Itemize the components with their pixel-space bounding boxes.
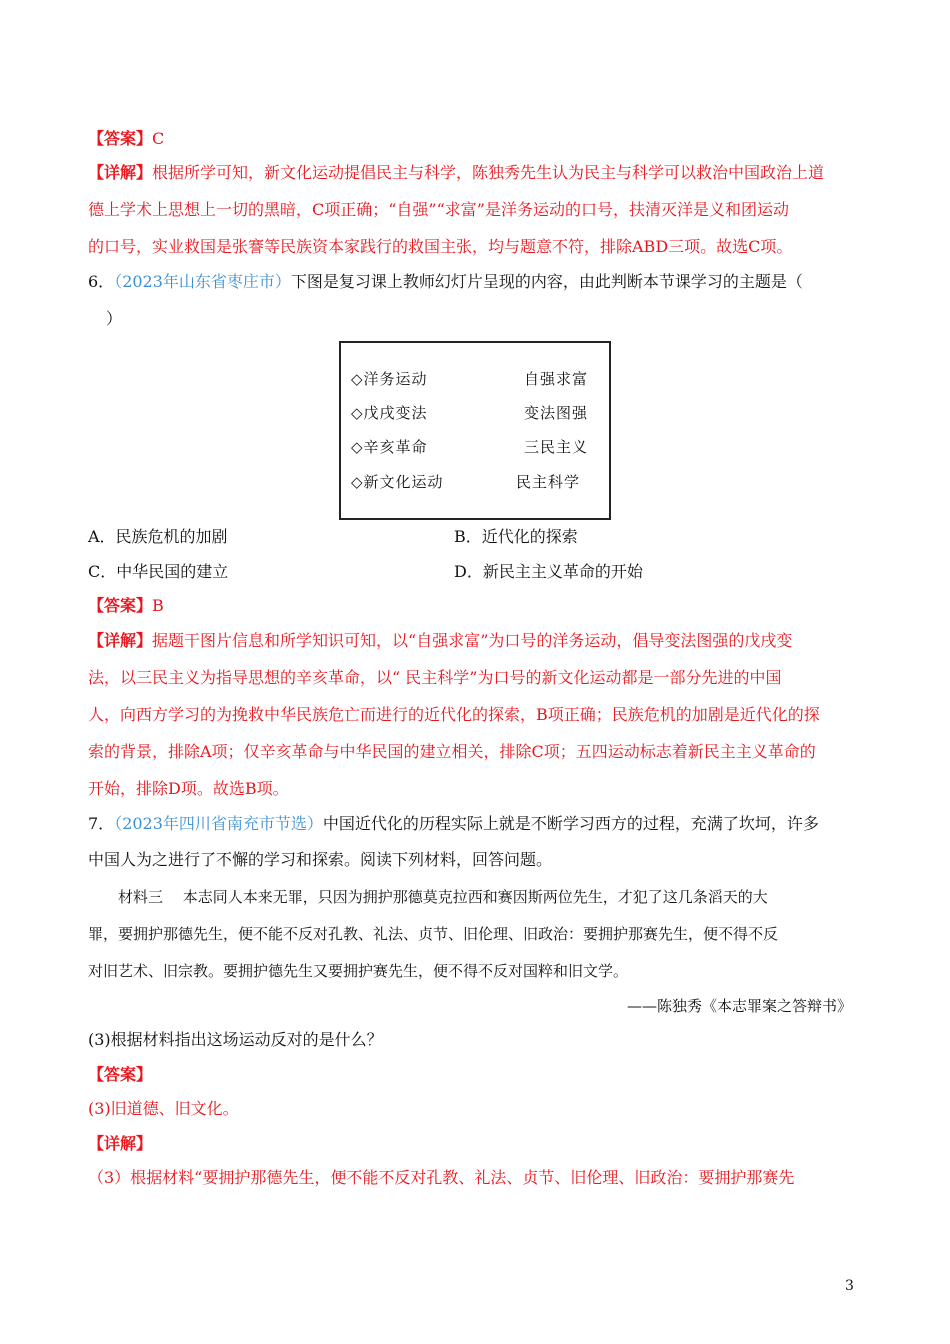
q7-detail-text: （3）根据材料“要拥护那德先生，便不能不反对孔教、礼法、贞节、旧伦理、旧政治：要拥护那赛先 [88,1168,795,1187]
box-row-3-right: 三民主义 [524,438,589,456]
q6-source: （2023年山东省枣庄市） [114,272,291,291]
q7-stem-line-1: 7．（2023年四川省南充市节选）中国近代化的历程实际上就是不断学习西方的过程，充满了坎坷，许多 [88,814,819,833]
material-source: ——陈独秀《本志罪案之答辩书》 [627,997,853,1015]
q7-stem-line-2: 中国人为之进行了不懈的学习和探索。阅读下列材料，回答问题。 [88,850,553,869]
q7-answer-text: (3)旧道德、旧文化。 [88,1099,239,1118]
q6-detail-line-2: 法，以三民主义为指导思想的辛亥革命，以“ 民主科学”为口号的新文化运动都是一部分先进的中国 [88,668,782,687]
q7-detail-label: 【详解】 [88,1134,153,1153]
q6-detail-line-4: 索的背景，排除A项；仅辛亥革命与中华民国的建立相关，排除C项；五四运动标志着新民主主义革命的 [88,742,816,761]
option-d: D．新民主主义革命的开始 [454,562,643,581]
q6-stem: 6．（2023年山东省枣庄市）下图是复习课上教师幻灯片呈现的内容，由此判断本节课学习的主题是（ [88,272,803,291]
box-row-1-right: 自强求富 [524,370,589,388]
material-line-1: 材料三 本志同人本来无罪，只因为拥护那德莫克拉西和赛因斯两位先生，才犯了这几条滔天的大 [118,888,768,906]
box-row-3-left: ◇辛亥革命 [351,438,428,456]
option-c: C．中华民国的建立 [88,562,229,581]
option-a: A．民族危机的加剧 [88,527,228,546]
q5-detail-line-1: 【详解】根据所学可知，新文化运动提倡民主与科学，陈独秀先生认为民主与科学可以救治中国政治上道 [88,163,825,182]
material-line-2: 罪，要拥护那德先生，便不能不反对孔教、礼法、贞节、旧伦理、旧政治：要拥护那赛先生，便不得不反 [88,925,779,943]
page-number: 3 [845,1278,854,1294]
q7-answer-label: 【答案】 [88,1065,153,1084]
q5-detail-line-3: 的口号，实业救国是张謇等民族资本家践行的救国主张，均与题意不符，排除ABD三项。故选C项。 [88,237,793,256]
q6-stem-close: ） [106,309,123,328]
slide-figure [339,341,611,520]
box-row-1-left: ◇洋务运动 [351,370,428,388]
box-row-2-left: ◇戊戌变法 [351,404,428,422]
q5-answer: 【答案】C [88,129,165,148]
q6-answer: 【答案】B [88,596,164,615]
q6-detail-line-5: 开始，排除D项。故选B项。 [88,779,289,798]
q5-detail-line-2: 德上学术上思想上一切的黑暗，C项正确；“自强”“求富”是洋务运动的口号，扶清灭洋是义和团运动 [88,200,789,219]
q6-detail-line-1: 【详解】据题干图片信息和所学知识可知，以“自强求富”为口号的洋务运动，倡导变法图强的戊戌变 [88,631,793,650]
q6-detail-line-3: 人，向西方学习的为挽救中华民族危亡而进行的近代化的探索，B项正确；民族危机的加剧是近代化的探 [88,705,820,724]
box-row-4-left: ◇新文化运动 [351,473,444,491]
material-line-3: 对旧艺术、旧宗教。要拥护德先生又要拥护赛先生，便不得不反对国粹和旧文学。 [88,962,629,980]
box-row-2-right: 变法图强 [524,404,589,422]
q7-question: (3)根据材料指出这场运动反对的是什么？ [88,1030,383,1049]
q7-source: （2023年四川省南充市节选） [114,814,323,833]
box-row-4-right: 民主科学 [516,473,581,491]
option-b: B．近代化的探索 [454,527,578,546]
